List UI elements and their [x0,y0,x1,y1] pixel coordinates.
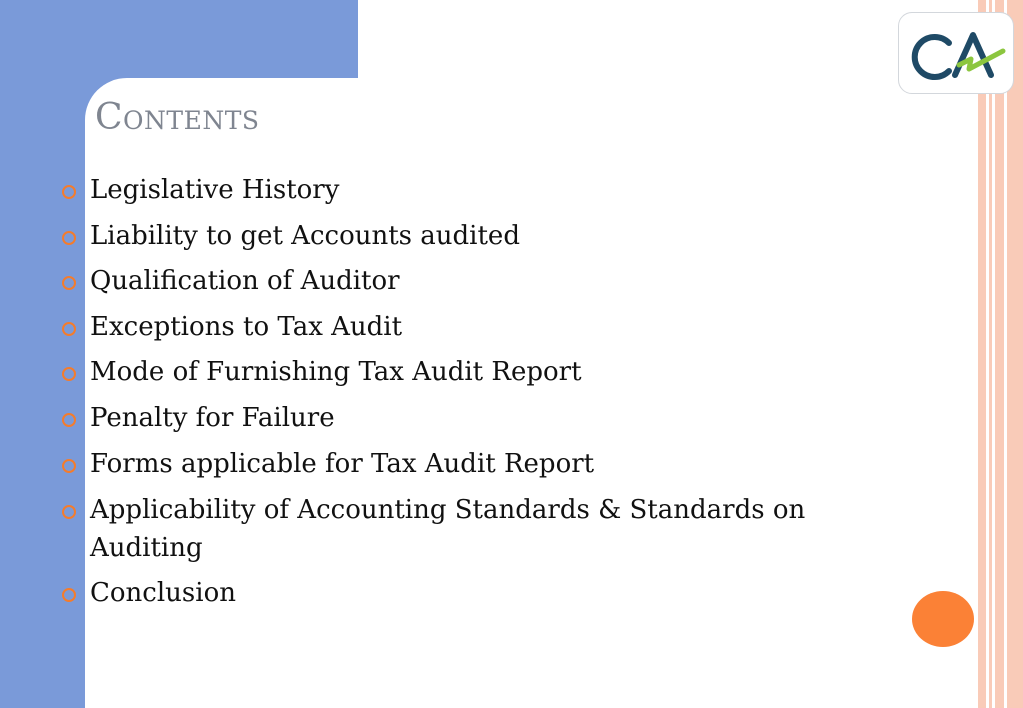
list-item [62,353,862,391]
hollow-circle-bullet-icon [62,231,76,245]
decorative-stripe [995,0,1004,708]
list-item [62,217,862,255]
hollow-circle-bullet-icon [62,276,76,290]
list-item-label: Exceptions to Tax Audit [90,312,403,342]
list-item-label: Qualification of Auditor [90,266,400,296]
slide-title: Contents [95,97,260,138]
list-item [62,491,862,567]
hollow-circle-bullet-icon [62,322,76,336]
decorative-stripe [978,0,986,708]
hollow-circle-bullet-icon [62,588,76,602]
list-item [62,308,862,346]
ca-logo-icon [899,13,1015,95]
list-item-label: Liability to get Accounts audited [90,221,520,251]
list-item-label: Applicability of Accounting Standards & Standards on Auditing [90,495,806,563]
list-item-label: Conclusion [90,578,236,608]
orange-circle-decoration [912,591,974,647]
hollow-circle-bullet-icon [62,367,76,381]
hollow-circle-bullet-icon [62,185,76,199]
list-item [62,262,862,300]
hollow-circle-bullet-icon [62,505,76,519]
hollow-circle-bullet-icon [62,459,76,473]
list-item [62,574,862,612]
decorative-stripe [989,0,992,708]
list-item-label: Penalty for Failure [90,403,335,433]
list-item [62,171,862,209]
ca-logo [898,12,1014,94]
list-item-label: Legislative History [90,175,340,205]
decorative-stripe [1007,0,1023,708]
list-item-label: Forms applicable for Tax Audit Report [90,449,595,479]
list-item-label: Mode of Furnishing Tax Audit Report [90,357,582,387]
list-item [62,445,862,483]
hollow-circle-bullet-icon [62,413,76,427]
list-item [62,399,862,437]
